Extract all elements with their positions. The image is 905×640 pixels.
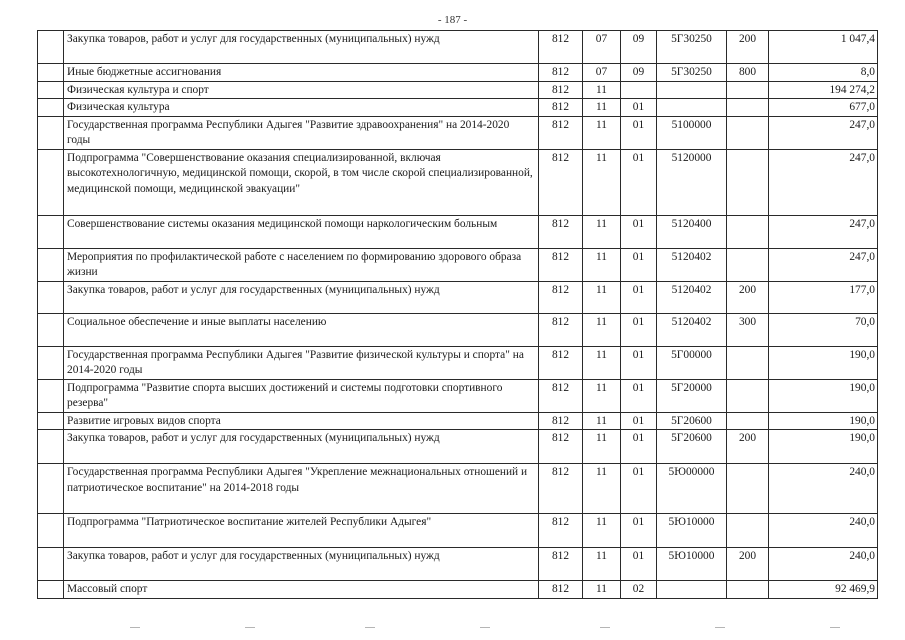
row-lead-cell — [38, 514, 64, 548]
table-row — [38, 346, 878, 379]
row-lead-cell — [38, 215, 64, 248]
section-code-cell: 11 — [583, 412, 621, 430]
amount-cell: 177,0 — [769, 281, 878, 313]
section-code-cell: 11 — [583, 514, 621, 548]
target-article-cell: 5100000 — [657, 116, 727, 149]
row-lead-cell — [38, 31, 64, 64]
ved-code-cell: 812 — [539, 430, 583, 464]
amount-cell: 190,0 — [769, 346, 878, 379]
subsection-code-cell: 01 — [621, 99, 657, 117]
amount-cell: 240,0 — [769, 514, 878, 548]
expense-type-cell — [727, 514, 769, 548]
subsection-code-cell: 01 — [621, 514, 657, 548]
row-name-cell: Закупка товаров, работ и услуг для государственных (муниципальных) нужд — [64, 430, 539, 464]
amount-cell: 677,0 — [769, 99, 878, 117]
table-row — [38, 581, 878, 599]
table-row — [38, 116, 878, 149]
row-lead-cell — [38, 281, 64, 313]
row-lead-cell — [38, 81, 64, 99]
ved-code-cell: 812 — [539, 313, 583, 346]
expense-type-cell — [727, 581, 769, 599]
target-article-cell: 5120402 — [657, 281, 727, 313]
subsection-code-cell: 01 — [621, 116, 657, 149]
expense-type-cell — [727, 248, 769, 281]
amount-cell: 240,0 — [769, 464, 878, 514]
ved-code-cell: 812 — [539, 99, 583, 117]
row-name-cell: Массовый спорт — [64, 581, 539, 599]
subsection-code-cell: 02 — [621, 581, 657, 599]
scan-mark — [365, 627, 375, 628]
ved-code-cell: 812 — [539, 116, 583, 149]
row-name-cell: Подпрограмма "Совершенствование оказания специализированной, включая высокотехнологичную, медицинской помощи, скорой, в том числе скорой специализированной, медицинской помощи, медицинской эвакуации" — [64, 149, 539, 215]
target-article-cell: 5Г00000 — [657, 346, 727, 379]
ved-code-cell: 812 — [539, 248, 583, 281]
ved-code-cell: 812 — [539, 31, 583, 64]
section-code-cell: 07 — [583, 64, 621, 82]
section-code-cell: 11 — [583, 248, 621, 281]
target-article-cell: 5120402 — [657, 248, 727, 281]
amount-cell: 70,0 — [769, 313, 878, 346]
scan-mark — [600, 627, 610, 628]
section-code-cell: 11 — [583, 313, 621, 346]
subsection-code-cell: 01 — [621, 548, 657, 581]
row-name-cell: Подпрограмма "Развитие спорта высших достижений и системы подготовки спортивного резерва" — [64, 379, 539, 412]
row-lead-cell — [38, 313, 64, 346]
target-article-cell — [657, 81, 727, 99]
expense-type-cell — [727, 99, 769, 117]
table-row — [38, 514, 878, 548]
amount-cell: 92 469,9 — [769, 581, 878, 599]
section-code-cell: 11 — [583, 346, 621, 379]
row-name-cell: Закупка товаров, работ и услуг для государственных (муниципальных) нужд — [64, 548, 539, 581]
subsection-code-cell: 01 — [621, 313, 657, 346]
row-lead-cell — [38, 464, 64, 514]
expense-type-cell — [727, 149, 769, 215]
row-name-cell: Закупка товаров, работ и услуг для государственных (муниципальных) нужд — [64, 31, 539, 64]
subsection-code-cell: 01 — [621, 464, 657, 514]
section-code-cell: 11 — [583, 215, 621, 248]
section-code-cell: 11 — [583, 81, 621, 99]
expense-type-cell: 800 — [727, 64, 769, 82]
row-lead-cell — [38, 248, 64, 281]
subsection-code-cell: 01 — [621, 430, 657, 464]
scan-mark — [715, 627, 725, 628]
row-name-cell: Социальное обеспечение и иные выплаты населению — [64, 313, 539, 346]
target-article-cell — [657, 581, 727, 599]
ved-code-cell: 812 — [539, 215, 583, 248]
target-article-cell: 5Ю00000 — [657, 464, 727, 514]
table-row — [38, 99, 878, 117]
target-article-cell: 5Г20600 — [657, 430, 727, 464]
expense-type-cell — [727, 412, 769, 430]
table-row — [38, 548, 878, 581]
target-article-cell — [657, 99, 727, 117]
table-row — [38, 313, 878, 346]
amount-cell: 247,0 — [769, 248, 878, 281]
target-article-cell: 5Г20000 — [657, 379, 727, 412]
section-code-cell: 11 — [583, 116, 621, 149]
row-lead-cell — [38, 149, 64, 215]
row-lead-cell — [38, 116, 64, 149]
expense-type-cell — [727, 346, 769, 379]
table-row — [38, 64, 878, 82]
expense-type-cell — [727, 215, 769, 248]
target-article-cell: 5Г30250 — [657, 64, 727, 82]
scan-mark — [480, 627, 490, 628]
ved-code-cell: 812 — [539, 346, 583, 379]
row-lead-cell — [38, 430, 64, 464]
row-lead-cell — [38, 548, 64, 581]
table-row — [38, 248, 878, 281]
row-name-cell: Физическая культура и спорт — [64, 81, 539, 99]
table-row — [38, 430, 878, 464]
ved-code-cell: 812 — [539, 81, 583, 99]
table-row — [38, 464, 878, 514]
ved-code-cell: 812 — [539, 581, 583, 599]
page-number: - 187 - — [437, 14, 468, 26]
row-lead-cell — [38, 346, 64, 379]
ved-code-cell: 812 — [539, 149, 583, 215]
table-row — [38, 31, 878, 64]
scan-mark — [830, 627, 840, 628]
section-code-cell: 11 — [583, 581, 621, 599]
amount-cell: 194 274,2 — [769, 81, 878, 99]
row-lead-cell — [38, 412, 64, 430]
row-name-cell: Государственная программа Республики Адыгея "Развитие физической культуры и спорта" на 2014-2020 годы — [64, 346, 539, 379]
amount-cell: 247,0 — [769, 116, 878, 149]
amount-cell: 8,0 — [769, 64, 878, 82]
row-name-cell: Подпрограмма "Патриотическое воспитание жителей Республики Адыгея" — [64, 514, 539, 548]
ved-code-cell: 812 — [539, 514, 583, 548]
expense-type-cell — [727, 379, 769, 412]
amount-cell: 247,0 — [769, 215, 878, 248]
section-code-cell: 11 — [583, 99, 621, 117]
ved-code-cell: 812 — [539, 412, 583, 430]
section-code-cell: 11 — [583, 548, 621, 581]
amount-cell: 190,0 — [769, 430, 878, 464]
table-row — [38, 81, 878, 99]
section-code-cell: 11 — [583, 464, 621, 514]
ved-code-cell: 812 — [539, 464, 583, 514]
table-row — [38, 412, 878, 430]
subsection-code-cell: 01 — [621, 248, 657, 281]
row-name-cell: Государственная программа Республики Адыгея "Развитие здравоохранения" на 2014-2020 годы — [64, 116, 539, 149]
subsection-code-cell: 01 — [621, 215, 657, 248]
row-lead-cell — [38, 379, 64, 412]
subsection-code-cell: 01 — [621, 379, 657, 412]
budget-table — [37, 30, 878, 599]
section-code-cell: 11 — [583, 281, 621, 313]
subsection-code-cell: 01 — [621, 281, 657, 313]
row-name-cell: Мероприятия по профилактической работе с населением по формированию здорового образа жизни — [64, 248, 539, 281]
ved-code-cell: 812 — [539, 548, 583, 581]
subsection-code-cell: 09 — [621, 64, 657, 82]
expense-type-cell — [727, 81, 769, 99]
target-article-cell: 5120000 — [657, 149, 727, 215]
scan-mark — [130, 627, 140, 628]
target-article-cell: 5Ю10000 — [657, 548, 727, 581]
subsection-code-cell: 09 — [621, 31, 657, 64]
target-article-cell: 5Г30250 — [657, 31, 727, 64]
ved-code-cell: 812 — [539, 281, 583, 313]
subsection-code-cell: 01 — [621, 346, 657, 379]
amount-cell: 240,0 — [769, 548, 878, 581]
expense-type-cell: 200 — [727, 430, 769, 464]
row-name-cell: Физическая культура — [64, 99, 539, 117]
target-article-cell: 5120402 — [657, 313, 727, 346]
subsection-code-cell — [621, 81, 657, 99]
target-article-cell: 5Г20600 — [657, 412, 727, 430]
row-lead-cell — [38, 99, 64, 117]
row-lead-cell — [38, 64, 64, 82]
row-name-cell: Совершенствование системы оказания медицинской помощи наркологическим больным — [64, 215, 539, 248]
table-row — [38, 215, 878, 248]
table-row — [38, 149, 878, 215]
expense-type-cell — [727, 116, 769, 149]
scan-mark — [245, 627, 255, 628]
expense-type-cell — [727, 464, 769, 514]
section-code-cell: 11 — [583, 149, 621, 215]
amount-cell: 190,0 — [769, 379, 878, 412]
amount-cell: 247,0 — [769, 149, 878, 215]
ved-code-cell: 812 — [539, 64, 583, 82]
expense-type-cell: 200 — [727, 31, 769, 64]
section-code-cell: 11 — [583, 430, 621, 464]
row-name-cell: Развитие игровых видов спорта — [64, 412, 539, 430]
section-code-cell: 11 — [583, 379, 621, 412]
expense-type-cell: 200 — [727, 548, 769, 581]
subsection-code-cell: 01 — [621, 412, 657, 430]
row-name-cell: Иные бюджетные ассигнования — [64, 64, 539, 82]
target-article-cell: 5Ю10000 — [657, 514, 727, 548]
subsection-code-cell: 01 — [621, 149, 657, 215]
amount-cell: 1 047,4 — [769, 31, 878, 64]
ved-code-cell: 812 — [539, 379, 583, 412]
expense-type-cell: 200 — [727, 281, 769, 313]
expense-type-cell: 300 — [727, 313, 769, 346]
row-lead-cell — [38, 581, 64, 599]
amount-cell: 190,0 — [769, 412, 878, 430]
table-row — [38, 281, 878, 313]
row-name-cell: Закупка товаров, работ и услуг для государственных (муниципальных) нужд — [64, 281, 539, 313]
table-row — [38, 379, 878, 412]
row-name-cell: Государственная программа Республики Адыгея "Укрепление межнациональных отношений и патриотическое воспитание" на 2014-2018 годы — [64, 464, 539, 514]
target-article-cell: 5120400 — [657, 215, 727, 248]
section-code-cell: 07 — [583, 31, 621, 64]
